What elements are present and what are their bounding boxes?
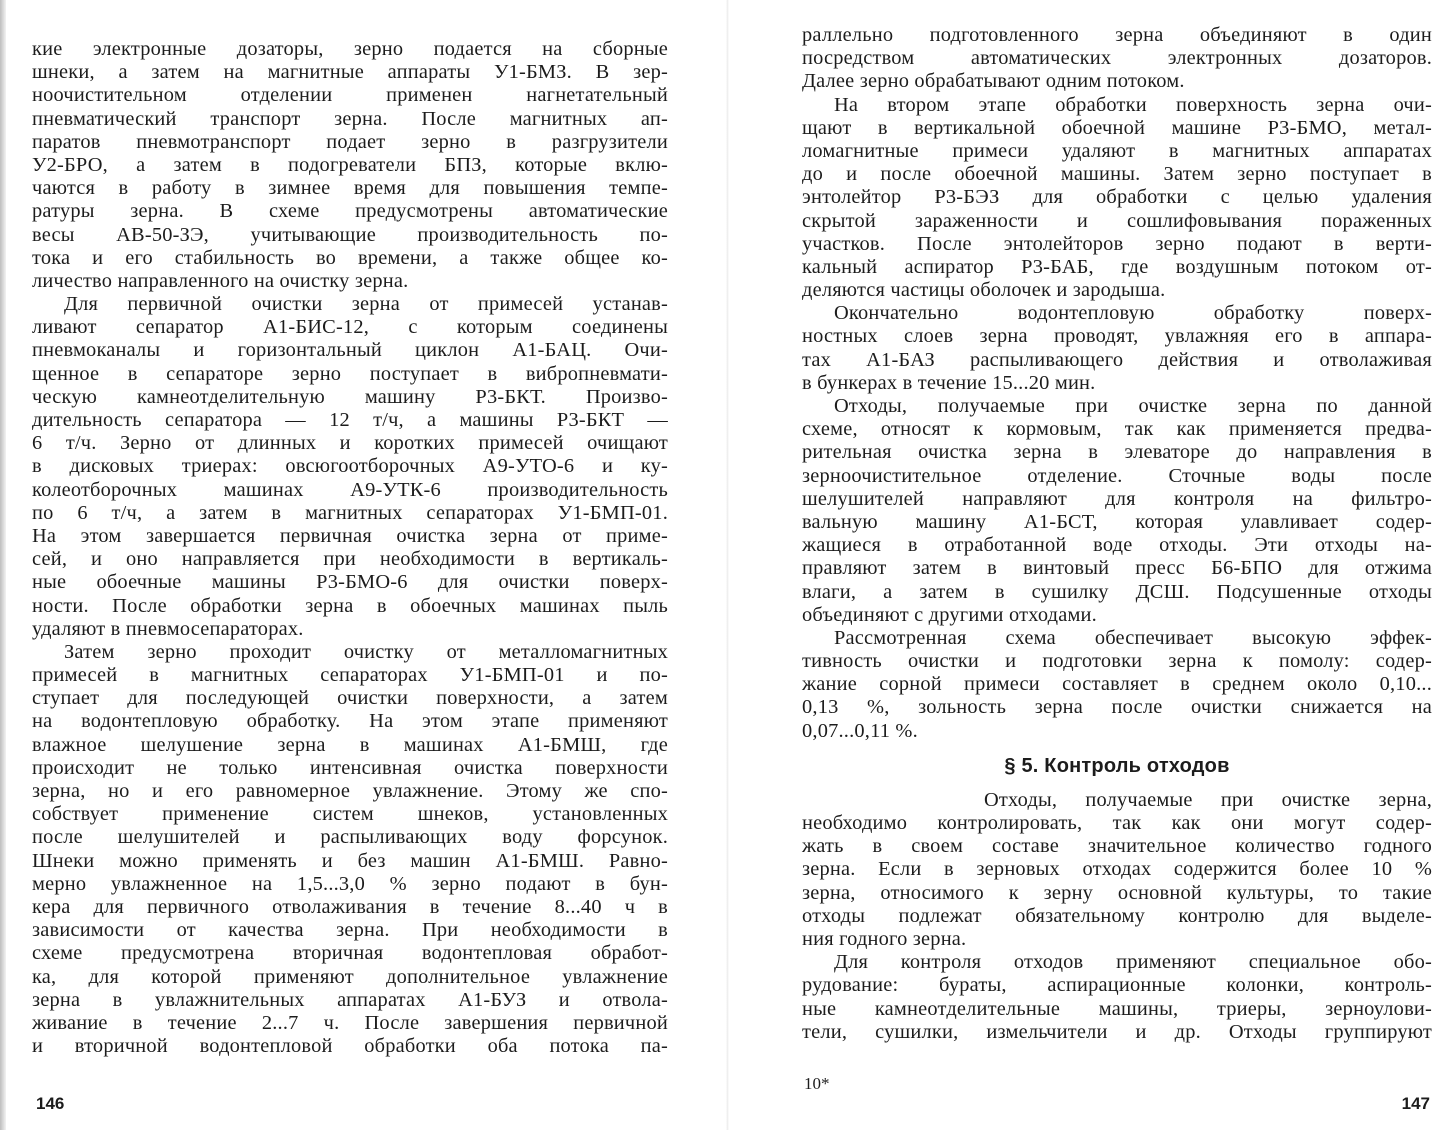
text-line: кие электронные дозаторы, зерно подается на сборные — [32, 38, 668, 60]
text-line: Шнеки можно применять и без машин А1-БМШ. Равно- — [32, 849, 668, 872]
text-line: вальную машину А1-БСТ, которая улавливает содер- — [802, 510, 1432, 533]
text-line: после шелушителей и распыливающих воду форсунок. — [32, 826, 668, 849]
text-line: по 6 т/ч, а затем в магнитных сепараторах У1-БМП-01. — [32, 501, 668, 524]
text-line: чаются в работу в зимнее время для повышения темпе- — [32, 177, 668, 200]
text-line: жание сорной примеси составляет в среднем около 0,10... — [802, 673, 1432, 696]
text-line: Затем зерно проходит очистку от металломагнитных — [64, 640, 668, 663]
text-line: ности. После обработки зерна в обоечных машинах пыль — [32, 594, 668, 617]
text-line: ные обоечные машины Р3-БМО-6 для очистки поверх- — [32, 571, 668, 594]
text-line: зерна в увлажнительных аппаратах А1-БУЗ и отвола- — [32, 988, 668, 1011]
text-line: ческую камнеотделительную машину Р3-БКТ. Произво- — [32, 385, 668, 408]
text-line: схеме, относят к кормовым, так как применяется предва- — [802, 418, 1432, 441]
text-line: Окончательно водонтепловую обработку поверх- — [834, 302, 1432, 325]
text-line: зерна, но и его равномерное увлажнение. Этому же спо- — [32, 780, 668, 802]
right-page — [728, 0, 1456, 1130]
text-line: собствует применение систем шнеков, установленных — [32, 803, 668, 826]
text-line: ния годного зерна. — [802, 927, 967, 950]
text-line: паратов пневмотранспорт подает зерно в разгрузители — [32, 130, 668, 153]
text-line: 0,13 %, зольность зерна после очистки снижается на — [802, 696, 1432, 719]
text-line: раллельно подготовленного зерна объединяют в один — [802, 24, 1432, 46]
text-line: Для контроля отходов применяют специальное обо- — [834, 951, 1432, 974]
text-line: в дисковых триерах: овсюгоотборочных А9-УТО-6 и ку- — [32, 455, 668, 478]
text-line: щают в вертикальной обоечной машине Р3-БМО, метал- — [802, 116, 1432, 139]
text-line: щенное в сепараторе зерно поступает в вибропневмати- — [32, 362, 668, 385]
text-line: объединяют с другими отходами. — [802, 603, 1097, 626]
left-text-column — [32, 38, 668, 1058]
text-line: ноочистительном отделении применен нагнетательный — [32, 84, 668, 107]
text-line: и вторичной водонтепловой обработки оба потока па- — [32, 1035, 668, 1058]
text-line: На втором этапе обработки поверхность зерна очи- — [834, 93, 1432, 116]
text-line: посредством автоматических электронных дозаторов. — [802, 47, 1432, 70]
text-line: энтолейтор Р3-БЭЗ для обработки с целью удаления — [802, 186, 1432, 209]
text-line: кера для первичного отволаживания в течение 8...40 ч в — [32, 895, 668, 918]
text-line: до и после обоечной машины. Затем зерно поступает в — [802, 163, 1432, 186]
text-line: 6 т/ч. Зерно от длинных и коротких примесей очищают — [32, 432, 668, 455]
text-line: необходимо контролировать, так как они могут содер- — [802, 812, 1432, 834]
text-line: кальный аспиратор Р3-БАБ, где воздушным потоком от- — [802, 255, 1432, 278]
text-line: пневмоканалы и горизонтальный циклон А1-БАЦ. Очи- — [32, 339, 668, 362]
text-line: Отходы, получаемые при очистке зерна, — [984, 788, 1432, 811]
text-line: ливают сепаратор А1-БИС-12, с которым соединены — [32, 316, 668, 339]
text-line: тели, сушилки, измельчители и др. Отходы группируют — [802, 1020, 1432, 1043]
text-line: ратуры зерна. В схеме предусмотрены автоматические — [32, 200, 668, 223]
text-line: схеме предусмотрена вторичная водонтепловая обработ- — [32, 942, 668, 965]
text-line: мерно увлажненное на 1,5...3,0 % зерно подают в бун- — [32, 872, 668, 895]
text-line: деляются частицы оболочек и зародыша. — [802, 279, 1166, 302]
right-page-number: 147 — [1401, 1094, 1430, 1113]
text-line: правляют затем в винтовый пресс Б6-БПО для отжима — [802, 557, 1432, 580]
text-line: живание в течение 2...7 ч. После завершения первичной — [32, 1011, 668, 1034]
text-line: ностных слоев зерна проводят, увлажняя его в аппара- — [802, 325, 1432, 348]
text-line: тивность очистки и подготовки зерна к помолу: содер- — [802, 650, 1432, 673]
text-line: На этом завершается первичная очистка зерна от приме- — [32, 524, 668, 547]
text-line: жащиеся в отработанной воде отходы. Эти отходы на- — [802, 534, 1432, 557]
text-line: рудование: бураты, аспирационные колонки, контроль- — [802, 974, 1432, 997]
text-line: скрытой зараженности и сошлифовывания пораженных — [802, 209, 1432, 232]
text-line: жать в своем составе значительное количество годного — [802, 835, 1432, 858]
text-line: колеотборочных машинах А9-УТК-6 производительность — [32, 478, 668, 501]
text-line: сей, и оно направляется при необходимости в вертикаль- — [32, 548, 668, 571]
left-page-number: 146 — [36, 1094, 65, 1113]
section-heading: § 5. Контроль отходов — [1004, 754, 1230, 777]
text-line: личество направленного на очистку зерна. — [32, 269, 409, 292]
text-line: происходит не только интенсивная очистка поверхности — [32, 756, 668, 779]
text-line: 0,07...0,11 %. — [802, 719, 918, 742]
text-line: Рассмотренная схема обеспечивает высокую эффек- — [834, 626, 1432, 649]
text-line: отходы подлежат обязательному контролю для выделе- — [802, 904, 1432, 927]
text-line: шнеки, а затем на магнитные аппараты У1-БМЗ. В зер- — [32, 61, 668, 84]
text-line: весы АВ-50-ЗЭ, учитывающие производительность по- — [32, 223, 668, 246]
text-line: зерна. Если в зерновых отходах содержится более 10 % — [802, 858, 1432, 881]
text-line: У2-БРО, а затем в подогреватели БПЗ, которые вклю- — [32, 153, 668, 176]
text-line: тока и его стабильность во времени, а также общее ко- — [32, 246, 668, 269]
text-line: в бункерах в течение 15...20 мин. — [802, 371, 1096, 394]
text-line: шелушителей направляют для контроля на фильтро- — [802, 487, 1432, 510]
text-line: ступает для последующей очистки поверхности, а затем — [32, 687, 668, 710]
text-line: на водонтепловую обработку. На этом этапе применяют — [32, 710, 668, 733]
text-line: Далее зерно обрабатывают одним потоком. — [802, 70, 1185, 93]
text-line: влажное шелушение зерна в машинах А1-БМШ, где — [32, 733, 668, 756]
text-line: ка, для которой применяют дополнительное увлажнение — [32, 965, 668, 988]
text-line: Отходы, получаемые при очистке зерна по данной — [834, 395, 1432, 417]
text-line: рительная очистка зерна в элеваторе до направления в — [802, 441, 1432, 464]
text-line: дительность сепаратора — 12 т/ч, а машины Р3-БКТ — — [32, 409, 668, 431]
text-line: Для первичной очистки зерна от примесей устанав- — [64, 293, 668, 316]
text-line: зерноочистительное отделение. Сточные воды после — [802, 464, 1432, 487]
right-text-column — [802, 24, 1432, 1044]
text-line: удаляют в пневмосепараторах. — [32, 617, 304, 640]
text-line: участков. После энтолейторов зерно подают в верти- — [802, 232, 1432, 255]
text-line: пневматический транспорт зерна. После магнитных ап- — [32, 107, 668, 130]
text-line: зерна, относимого к зерну основной культуры, то такие — [802, 881, 1432, 904]
text-line: ные камнеотделительные машины, триеры, зерноулови- — [802, 997, 1432, 1020]
text-line: примесей в магнитных сепараторах У1-БМП-01 и по- — [32, 664, 668, 687]
text-line: тах А1-БАЗ распыливающего действия и отволаживая — [802, 348, 1432, 371]
signature-mark: 10* — [804, 1074, 830, 1093]
text-line: влаги, а затем в сушилку ДСШ. Подсушенные отходы — [802, 580, 1432, 603]
text-line: зависимости от качества зерна. При необходимости в — [32, 919, 668, 942]
text-line: ломагнитные примеси удаляют в магнитных аппаратах — [802, 139, 1432, 162]
